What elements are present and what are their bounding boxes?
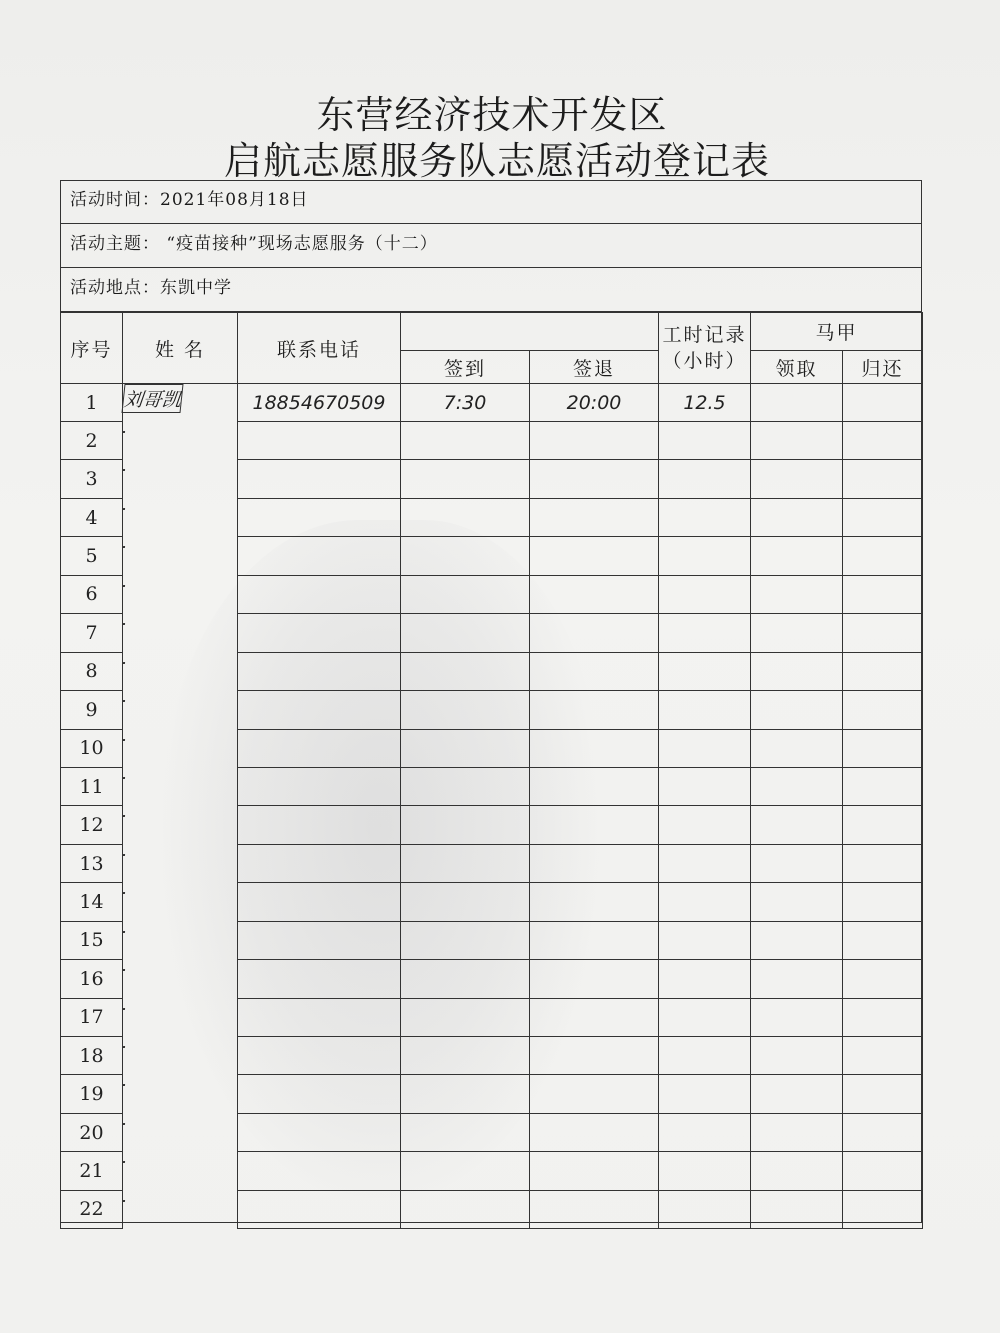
cell-name (123, 892, 125, 894)
cell-sign-in (401, 1075, 530, 1113)
cell-phone (238, 960, 401, 998)
activity-theme: 活动主题： “疫苗接种”现场志愿服务（十二） (60, 224, 922, 268)
cell-sign-in (401, 1113, 530, 1151)
cell-name (123, 469, 125, 471)
cell-sign-out (530, 1152, 659, 1190)
cell-seq: 3 (61, 460, 123, 498)
cell-seq: 16 (61, 960, 123, 998)
cell-sign-in (401, 1037, 530, 1075)
header-sign-out: 签退 (530, 351, 659, 384)
cell-hours (659, 729, 751, 767)
cell-name (123, 931, 125, 933)
cell-sign-in (401, 614, 530, 652)
cell-phone (238, 1190, 401, 1228)
cell-seq: 6 (61, 575, 123, 613)
cell-seq: 11 (61, 767, 123, 805)
cell-name (123, 854, 125, 856)
table-row (61, 652, 923, 690)
cell-name (123, 1008, 125, 1010)
cell-name (123, 700, 125, 702)
table-row (61, 960, 923, 998)
header-row-1 (61, 313, 923, 351)
cell-name (123, 546, 125, 548)
cell-seq: 10 (61, 729, 123, 767)
cell-seq: 20 (61, 1113, 123, 1151)
table-row (61, 883, 923, 921)
cell-receive (751, 384, 843, 422)
cell-hours (659, 960, 751, 998)
cell-receive (751, 1113, 843, 1151)
cell-receive (751, 498, 843, 536)
cell-name (123, 623, 125, 625)
cell-seq: 4 (61, 498, 123, 536)
cell-hours (659, 806, 751, 844)
cell-receive (751, 767, 843, 805)
cell-phone (238, 844, 401, 882)
cell-name (123, 662, 125, 664)
cell-return (843, 767, 923, 805)
cell-name (123, 431, 125, 433)
cell-return (843, 1037, 923, 1075)
header-checkin-group (401, 313, 659, 351)
cell-return (843, 883, 923, 921)
cell-phone (238, 998, 401, 1036)
cell-return (843, 921, 923, 959)
table-row (61, 614, 923, 652)
cell-sign-in (401, 921, 530, 959)
cell-return (843, 460, 923, 498)
cell-sign-out (530, 1037, 659, 1075)
cell-sign-out (530, 614, 659, 652)
cell-hours (659, 1037, 751, 1075)
cell-phone (238, 422, 401, 460)
cell-return (843, 806, 923, 844)
cell-hours (659, 1113, 751, 1151)
cell-phone (238, 575, 401, 613)
table-row (61, 1075, 923, 1113)
cell-return (843, 384, 923, 422)
cell-phone (238, 1075, 401, 1113)
table-row (61, 806, 923, 844)
cell-sign-out (530, 691, 659, 729)
cell-receive (751, 998, 843, 1036)
cell-hours: 12.5 (659, 384, 751, 422)
cell-seq: 1 (61, 384, 123, 422)
header-return: 归还 (843, 351, 923, 384)
cell-phone: 18854670509 (238, 384, 401, 422)
cell-receive (751, 652, 843, 690)
cell-sign-out (530, 498, 659, 536)
cell-seq: 17 (61, 998, 123, 1036)
header-phone: 联系电话 (238, 313, 401, 384)
cell-return (843, 729, 923, 767)
cell-receive (751, 537, 843, 575)
activity-location: 活动地点：东凯中学 (60, 268, 922, 312)
cell-receive (751, 422, 843, 460)
cell-hours (659, 575, 751, 613)
cell-name (123, 969, 125, 971)
cell-hours (659, 537, 751, 575)
cell-return (843, 1190, 923, 1228)
cell-hours (659, 1190, 751, 1228)
cell-sign-out (530, 998, 659, 1036)
cell-return (843, 998, 923, 1036)
cell-sign-out (530, 960, 659, 998)
cell-hours (659, 1152, 751, 1190)
cell-sign-in (401, 998, 530, 1036)
table-row (61, 691, 923, 729)
cell-hours (659, 691, 751, 729)
header-sign-in: 签到 (401, 351, 530, 384)
cell-phone (238, 614, 401, 652)
header-seq: 序号 (61, 313, 123, 384)
table-row (61, 575, 923, 613)
cell-phone (238, 806, 401, 844)
cell-sign-out (530, 575, 659, 613)
header-hours-line2: （小时） (662, 350, 747, 372)
cell-sign-in (401, 806, 530, 844)
cell-name: 刘哥凯 (121, 384, 183, 413)
cell-sign-out (530, 1190, 659, 1228)
cell-sign-out (530, 652, 659, 690)
cell-seq: 14 (61, 883, 123, 921)
header-hours (659, 313, 751, 384)
cell-sign-in (401, 767, 530, 805)
cell-phone (238, 1152, 401, 1190)
cell-phone (238, 883, 401, 921)
cell-hours (659, 998, 751, 1036)
cell-phone (238, 729, 401, 767)
cell-phone (238, 498, 401, 536)
cell-receive (751, 806, 843, 844)
cell-sign-in (401, 498, 530, 536)
table-row (61, 537, 923, 575)
cell-sign-out (530, 806, 659, 844)
form-title-org: 东营经济技术开发区 (316, 93, 668, 137)
cell-name (123, 739, 125, 741)
cell-sign-in (401, 960, 530, 998)
cell-return (843, 652, 923, 690)
cell-return (843, 1113, 923, 1151)
cell-name (123, 815, 125, 817)
cell-name (123, 585, 125, 587)
cell-receive (751, 921, 843, 959)
cell-sign-in (401, 422, 530, 460)
cell-sign-in (401, 691, 530, 729)
cell-return (843, 691, 923, 729)
cell-name (123, 1200, 125, 1202)
cell-phone (238, 691, 401, 729)
cell-return (843, 537, 923, 575)
table-row (61, 1152, 923, 1190)
cell-phone (238, 1037, 401, 1075)
cell-receive (751, 691, 843, 729)
table-row (61, 729, 923, 767)
cell-sign-in (401, 537, 530, 575)
cell-sign-out (530, 767, 659, 805)
cell-receive (751, 614, 843, 652)
form-title: 启航志愿服务队志愿活动登记表 (223, 139, 770, 183)
cell-sign-out (530, 1075, 659, 1113)
table-row (61, 422, 923, 460)
cell-name (123, 777, 125, 779)
header-vest: 马甲 (751, 313, 923, 351)
cell-sign-out (530, 1113, 659, 1151)
cell-sign-out (530, 844, 659, 882)
cell-seq: 2 (61, 422, 123, 460)
cell-seq: 8 (61, 652, 123, 690)
cell-seq: 7 (61, 614, 123, 652)
cell-hours (659, 652, 751, 690)
cell-name (123, 1123, 125, 1125)
cell-name (123, 508, 125, 510)
cell-seq: 9 (61, 691, 123, 729)
cell-receive (751, 575, 843, 613)
table-row (61, 1113, 923, 1151)
cell-seq: 18 (61, 1037, 123, 1075)
cell-return (843, 844, 923, 882)
table-row (61, 767, 923, 805)
cell-sign-in: 7:30 (401, 384, 530, 422)
cell-sign-in (401, 729, 530, 767)
cell-sign-in (401, 460, 530, 498)
cell-sign-out (530, 729, 659, 767)
table-row (61, 498, 923, 536)
cell-sign-out (530, 921, 659, 959)
cell-sign-in (401, 652, 530, 690)
cell-phone (238, 460, 401, 498)
cell-receive (751, 844, 843, 882)
cell-seq: 5 (61, 537, 123, 575)
cell-receive (751, 883, 843, 921)
cell-hours (659, 767, 751, 805)
cell-phone (238, 921, 401, 959)
cell-phone (238, 1113, 401, 1151)
cell-return (843, 960, 923, 998)
cell-sign-in (401, 1152, 530, 1190)
cell-name (123, 1046, 125, 1048)
cell-seq: 21 (61, 1152, 123, 1190)
cell-receive (751, 1190, 843, 1228)
cell-return (843, 1075, 923, 1113)
cell-return (843, 422, 923, 460)
cell-seq: 19 (61, 1075, 123, 1113)
header-name: 姓 名 (123, 313, 238, 384)
table-row (61, 384, 923, 422)
cell-receive (751, 460, 843, 498)
cell-seq: 15 (61, 921, 123, 959)
cell-hours (659, 1075, 751, 1113)
table-row (61, 844, 923, 882)
cell-seq: 22 (61, 1190, 123, 1228)
activity-time: 活动时间：2021年08月18日 (60, 180, 922, 224)
cell-receive (751, 1075, 843, 1113)
cell-seq: 12 (61, 806, 123, 844)
cell-return (843, 498, 923, 536)
cell-receive (751, 729, 843, 767)
cell-seq: 13 (61, 844, 123, 882)
cell-hours (659, 614, 751, 652)
table-row (61, 998, 923, 1036)
cell-sign-out (530, 422, 659, 460)
table-row (61, 1190, 923, 1228)
cell-hours (659, 921, 751, 959)
cell-hours (659, 844, 751, 882)
cell-hours (659, 883, 751, 921)
header-receive: 领取 (751, 351, 843, 384)
cell-phone (238, 767, 401, 805)
table-row (61, 460, 923, 498)
cell-return (843, 1152, 923, 1190)
cell-sign-out (530, 460, 659, 498)
cell-sign-in (401, 1190, 530, 1228)
cell-name (123, 1084, 125, 1086)
header-hours-line1: 工时记录 (662, 324, 747, 346)
cell-sign-out: 20:00 (530, 384, 659, 422)
cell-name (123, 1161, 125, 1163)
cell-phone (238, 652, 401, 690)
cell-hours (659, 460, 751, 498)
table-row (61, 921, 923, 959)
cell-hours (659, 498, 751, 536)
cell-receive (751, 1152, 843, 1190)
cell-hours (659, 422, 751, 460)
cell-sign-in (401, 883, 530, 921)
cell-sign-in (401, 844, 530, 882)
cell-return (843, 575, 923, 613)
cell-phone (238, 537, 401, 575)
cell-sign-out (530, 883, 659, 921)
registration-table (60, 312, 923, 1229)
cell-receive (751, 960, 843, 998)
cell-return (843, 614, 923, 652)
cell-sign-out (530, 537, 659, 575)
cell-receive (751, 1037, 843, 1075)
table-row (61, 1037, 923, 1075)
cell-sign-in (401, 575, 530, 613)
